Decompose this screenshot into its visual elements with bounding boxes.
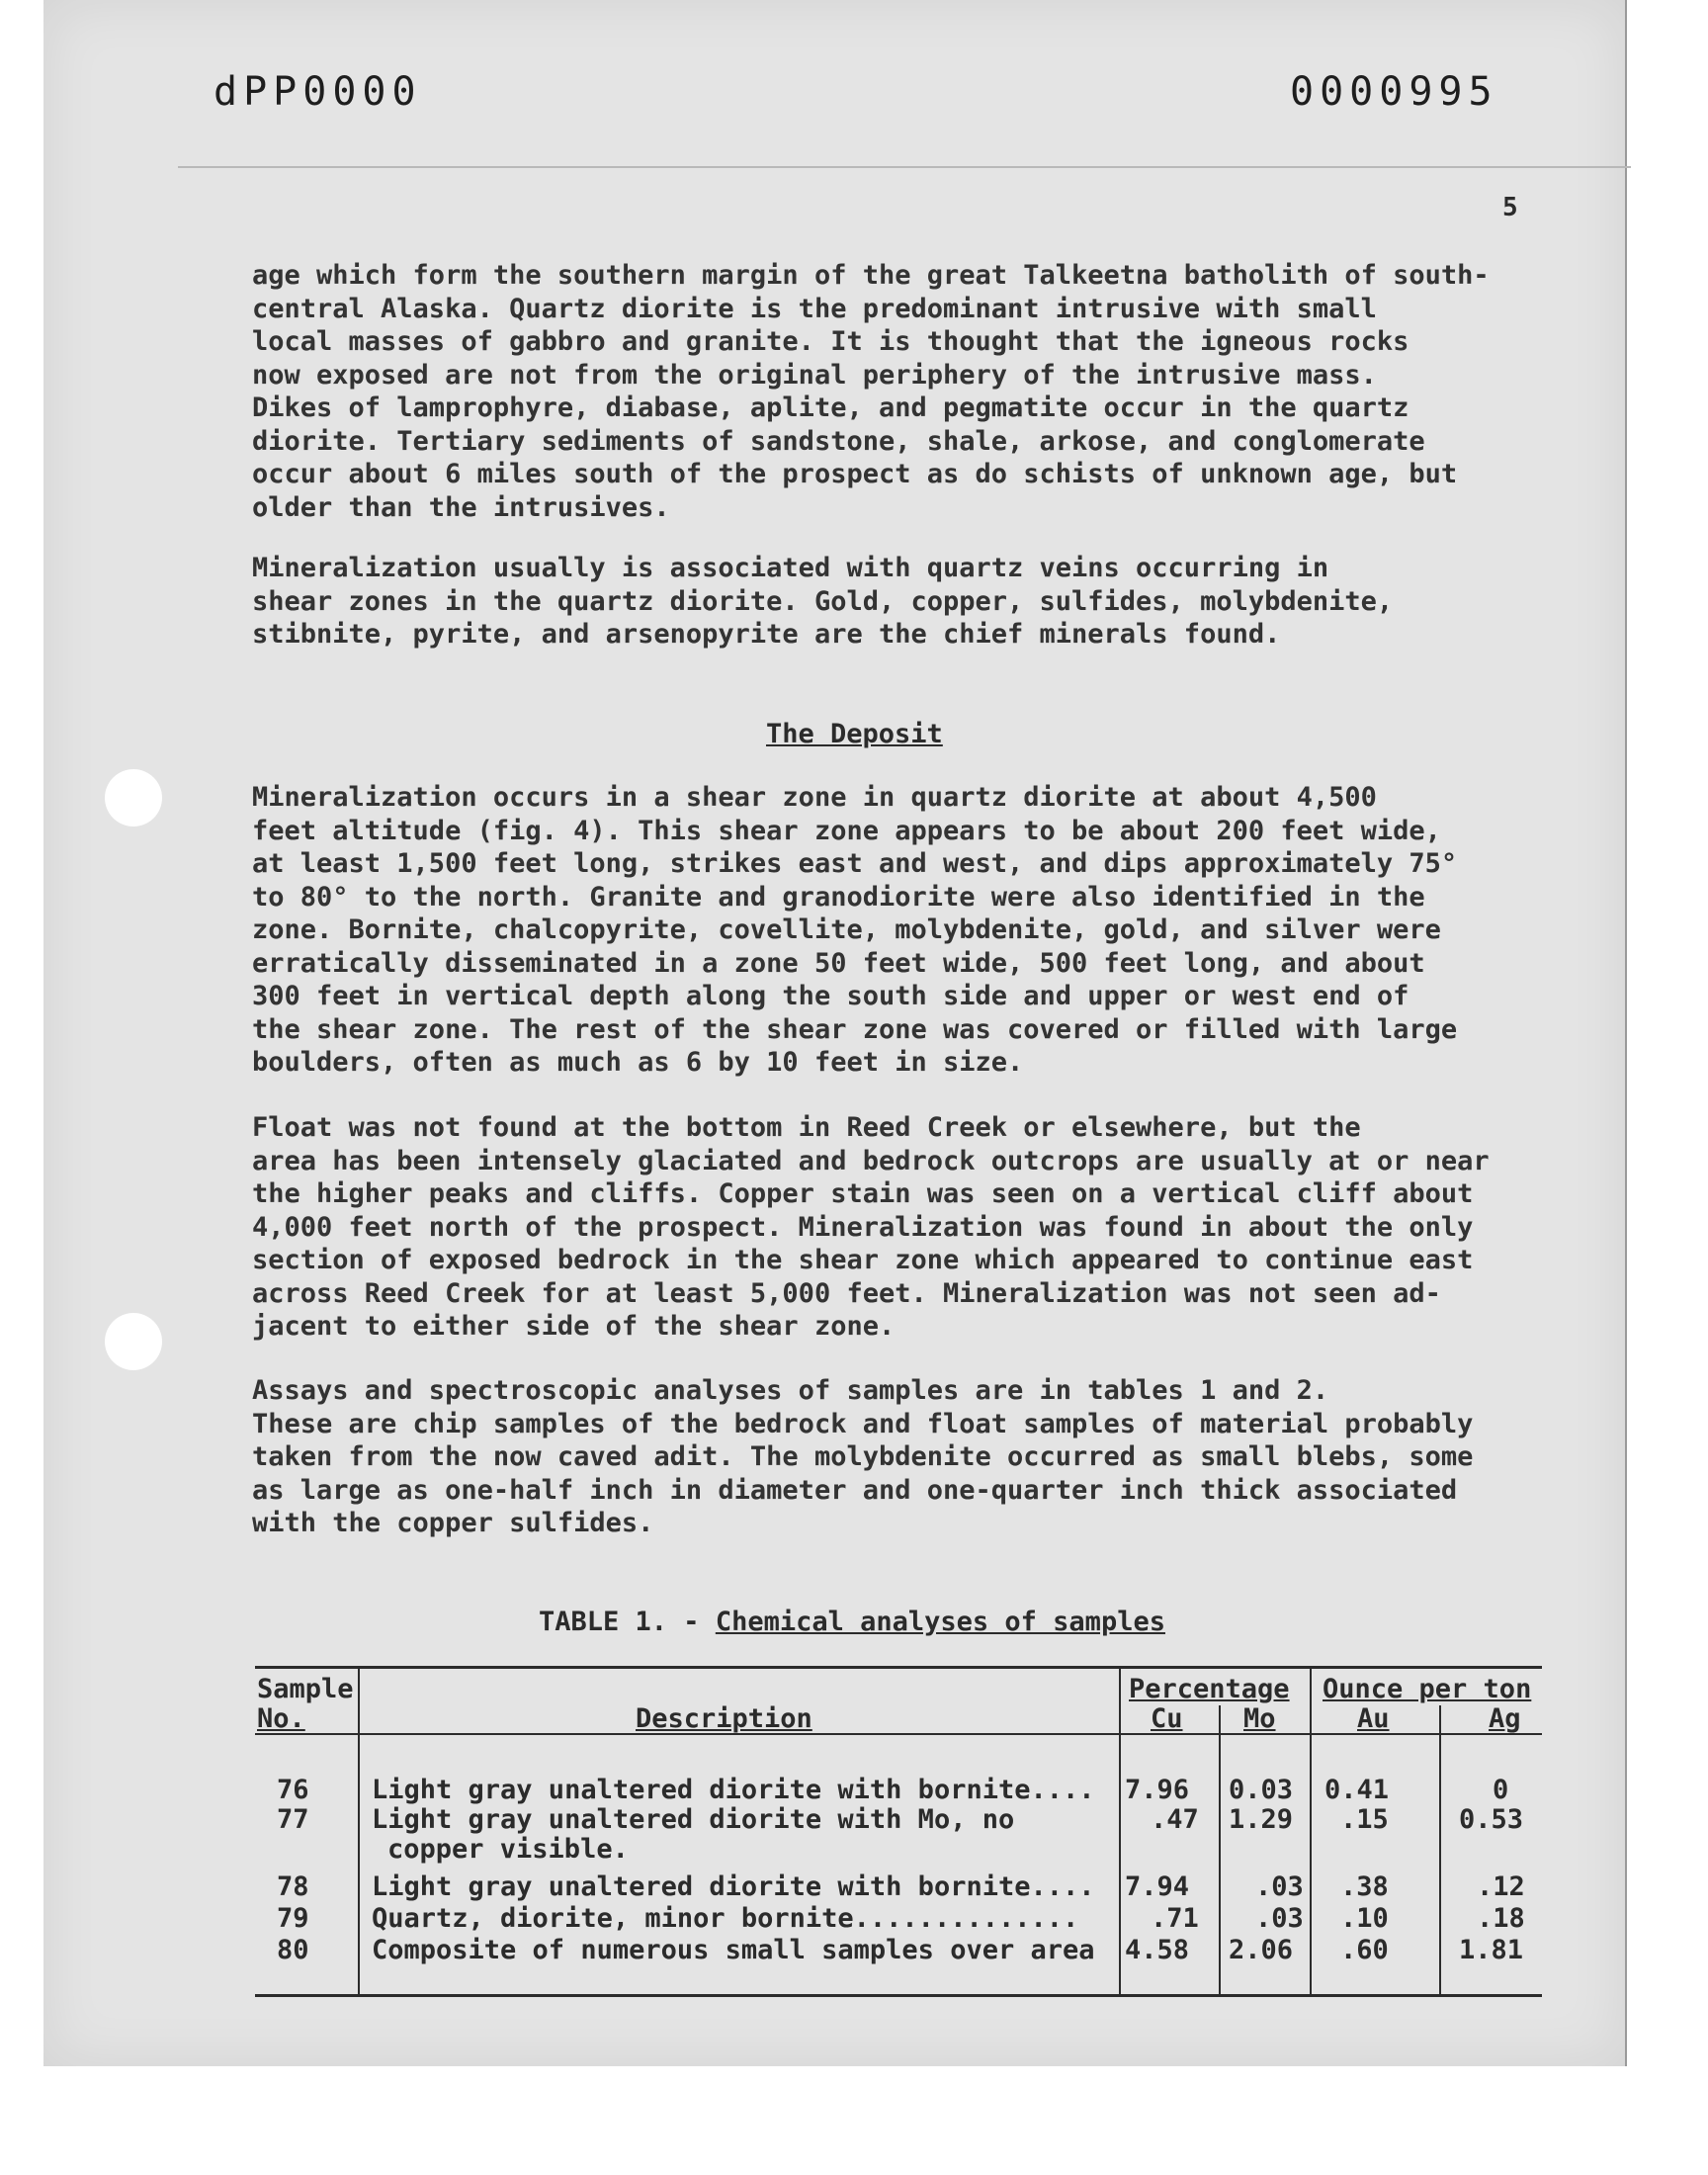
row-76-cu: 7.96: [1125, 1775, 1190, 1805]
document-id-stamp-left: dPP0000: [214, 69, 422, 115]
row-77-au: .15: [1340, 1804, 1389, 1835]
row-78-au: .38: [1340, 1871, 1389, 1902]
row-77-mo: 1.29: [1229, 1804, 1294, 1835]
header-sample: Sample: [257, 1674, 354, 1704]
row-77-desc: Light gray unaltered diorite with Mo, no: [372, 1804, 1015, 1835]
paragraph-assays: Assays and spectroscopic analyses of samples are in tables 1 and 2. These are chip samples of the bedrock and float samples of material probably taken from the now caved adit. The molybdenite occurred as small blebs, some as large as one-half inch in diameter and one-quarter inch thick associated with the copper sulfides.: [252, 1375, 1474, 1538]
header-ag: Ag: [1489, 1703, 1521, 1734]
row-76-ag: 0: [1493, 1775, 1509, 1805]
row-76-no: 76: [277, 1775, 309, 1805]
row-80-no: 80: [277, 1935, 309, 1965]
row-79-mo: .03: [1255, 1903, 1304, 1934]
col-divider-5: [1439, 1705, 1441, 1997]
row-79-ag: .18: [1477, 1903, 1525, 1934]
row-78-ag: .12: [1477, 1871, 1525, 1902]
paragraph-mineralization: Mineralization usually is associated with quartz veins occurring in shear zones in the quartz diorite. Gold, copper, sulfides, molybdenite, stibnite, pyrite, and arsenopyrite are the chief minerals found.: [252, 553, 1394, 650]
row-80-ag: 1.81: [1459, 1935, 1524, 1965]
row-79-cu: .71: [1151, 1903, 1199, 1934]
punch-hole-bottom: [105, 1313, 162, 1370]
row-80-cu: 4.58: [1125, 1935, 1190, 1965]
paragraph-float: Float was not found at the bottom in Reed Creek or elsewhere, but the area has been intensely glaciated and bedrock outcrops are usually at or near the higher peaks and cliffs. Copper stain was seen on a vertical cliff about 4,000 feet north of the prospect. Mineralization was found in about the only section of exposed bedrock in the shear zone which appeared to continue east across Reed Creek for at least 5,000 feet. Mineralization was not seen ad- jacent to either side of the shear zone.: [252, 1112, 1490, 1342]
row-78-cu: 7.94: [1125, 1871, 1190, 1902]
row-77-cu: .47: [1151, 1804, 1199, 1835]
paragraph-geology: age which form the southern margin of the great Talkeetna batholith of south- central Alaska. Quartz diorite is the predominant intrusive with small local masses of gabbro and granite. It is thought that the igneous rocks now exposed are not from the original periphery of the intrusive mass. Dikes of lamprophyre, diabase, aplite, and pegmatite occur in the quartz diorite. Tertiary sediments of sandstone, shale, arkose, and conglomerate occur about 6 miles south of the prospect as do schists of unknown age, but older than the intrusives.: [252, 260, 1490, 523]
row-78-desc: Light gray unaltered diorite with bornite....: [372, 1871, 1095, 1902]
document-id-stamp-right: 0000995: [1290, 69, 1498, 115]
punch-hole-top: [105, 769, 162, 826]
row-79-no: 79: [277, 1903, 309, 1934]
page-number: 5: [1502, 193, 1518, 222]
paragraph-deposit: Mineralization occurs in a shear zone in quartz diorite at about 4,500 feet altitude (fig. 4). This shear zone appears to be about 200 feet wide, at least 1,500 feet long, strikes east and west, and dips approximately 75° to 80° to the north. Granite and granodiorite were also identified in the zone. Bornite, chalcopyrite, covellite, molybdenite, gold, and silver were erratically disseminated in a zone 50 feet wide, 500 feet long, and about 300 feet in vertical depth along the south side and upper or west end of the shear zone. The rest of the shear zone was covered or filled with large boulders, often as much as 6 by 10 feet in size.: [252, 782, 1458, 1078]
row-76-mo: 0.03: [1229, 1775, 1294, 1805]
row-79-au: .10: [1340, 1903, 1389, 1934]
table-bottom-rule: [255, 1994, 1542, 1997]
header-ounce-per-ton: Ounce per ton: [1323, 1674, 1532, 1704]
analyses-table: [255, 1666, 1542, 1998]
row-76-au: 0.41: [1324, 1775, 1390, 1805]
col-divider-1: [358, 1666, 360, 1997]
header-mo: Mo: [1243, 1703, 1276, 1734]
row-76-desc: Light gray unaltered diorite with bornite....: [372, 1775, 1095, 1805]
row-78-no: 78: [277, 1871, 309, 1902]
section-heading: The Deposit: [766, 719, 943, 749]
table-title: [539, 1607, 1165, 1637]
table-title-prefix: TABLE 1. -: [539, 1607, 716, 1637]
row-80-mo: 2.06: [1229, 1935, 1294, 1965]
header-sample-no: No.: [257, 1703, 305, 1734]
table-title-main: Chemical analyses of samples: [715, 1607, 1165, 1637]
page-edge-line: [178, 166, 1631, 168]
row-77-desc-cont: copper visible.: [387, 1834, 629, 1865]
row-80-desc: Composite of numerous small samples over area: [372, 1935, 1095, 1965]
header-au: Au: [1357, 1703, 1390, 1734]
col-divider-4: [1310, 1666, 1312, 1997]
table-top-rule: [255, 1666, 1542, 1669]
row-77-ag: 0.53: [1459, 1804, 1524, 1835]
header-cu: Cu: [1151, 1703, 1183, 1734]
row-79-desc: Quartz, diorite, minor bornite..............: [372, 1903, 1079, 1934]
header-percentage: Percentage: [1129, 1674, 1290, 1704]
row-80-au: .60: [1340, 1935, 1389, 1965]
table-header-rule: [255, 1733, 1542, 1735]
row-78-mo: .03: [1255, 1871, 1304, 1902]
col-divider-3: [1219, 1705, 1221, 1997]
row-77-no: 77: [277, 1804, 309, 1835]
col-divider-2: [1119, 1666, 1121, 1997]
header-description: Description: [636, 1703, 812, 1734]
